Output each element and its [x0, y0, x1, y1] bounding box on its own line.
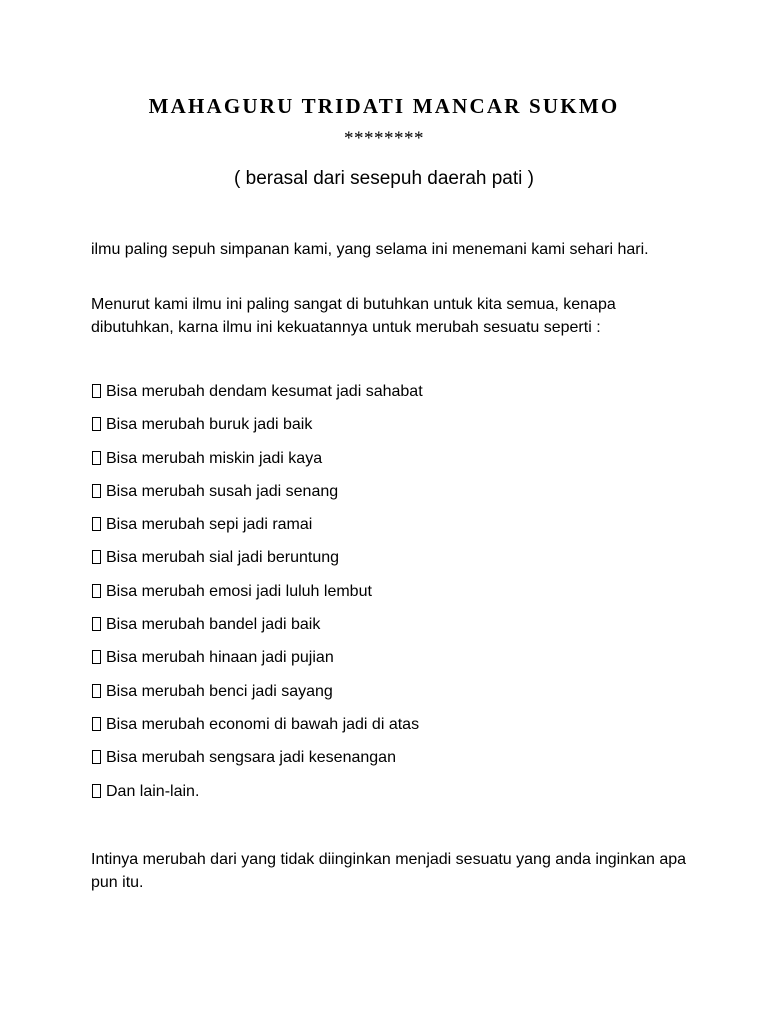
title-stars-separator: ********: [344, 128, 424, 149]
missing-glyph-box-icon: [92, 650, 101, 664]
list-item: [91, 513, 691, 546]
missing-glyph-box-icon: [92, 484, 101, 498]
list-item: [91, 380, 691, 413]
list-item: [91, 580, 691, 613]
list-item-text: Bisa merubah susah jadi senang: [106, 482, 339, 500]
list-item: [91, 680, 691, 713]
intro-paragraph: ilmu paling sepuh simpanan kami, yang selama ini menemani kami sehari hari.: [91, 241, 649, 258]
missing-glyph-box-icon: [92, 384, 101, 398]
list-item: [91, 413, 691, 446]
missing-glyph-box-icon: [92, 617, 101, 631]
list-item: [91, 780, 691, 813]
list-item: [91, 480, 691, 513]
list-item-text: Bisa merubah bandel jadi baik: [106, 616, 321, 634]
list-item-text: Bisa merubah benci jadi sayang: [106, 682, 333, 700]
missing-glyph-box-icon: [92, 517, 101, 531]
document-subtitle: ( berasal dari sesepuh daerah pati ): [234, 168, 534, 189]
purpose-paragraph: Menurut kami ilmu ini paling sangat di butuhkan untuk kita semua, kenapa dibutuhkan, karna ilmu ini kekuatannya untuk merubah sesuatu seperti :: [91, 296, 616, 336]
list-item: [91, 646, 691, 679]
missing-glyph-box-icon: [92, 750, 101, 764]
list-item-text: Bisa merubah buruk jadi baik: [106, 416, 313, 434]
document-title: MAHAGURU TRIDATI MANCAR SUKMO: [148, 94, 620, 118]
missing-glyph-box-icon: [92, 417, 101, 431]
conclusion-paragraph: Intinya merubah dari yang tidak diinginkan menjadi sesuatu yang anda inginkan apa pun itu.: [91, 851, 687, 891]
list-item-text: Bisa merubah miskin jadi kaya: [106, 449, 323, 467]
list-item-text: Bisa merubah sial jadi beruntung: [106, 549, 340, 567]
benefit-list: [91, 380, 691, 813]
missing-glyph-box-icon: [92, 684, 101, 698]
list-item: [91, 546, 691, 579]
list-item: [91, 746, 691, 779]
missing-glyph-box-icon: [92, 451, 101, 465]
missing-glyph-box-icon: [92, 717, 101, 731]
missing-glyph-box-icon: [92, 584, 101, 598]
list-item: [91, 447, 691, 480]
list-item: [91, 713, 691, 746]
list-item-text: Bisa merubah emosi jadi luluh lembut: [106, 582, 372, 600]
list-item-text: Bisa merubah dendam kesumat jadi sahabat: [106, 383, 423, 400]
list-item: [91, 613, 691, 646]
list-item-text: Bisa merubah hinaan jadi pujian: [106, 649, 334, 667]
list-item-text: Bisa merubah sengsara jadi kesenangan: [106, 749, 396, 767]
list-item-text: Dan lain-lain.: [106, 782, 200, 800]
missing-glyph-box-icon: [92, 784, 101, 798]
list-item-text: Bisa merubah sepi jadi ramai: [106, 516, 313, 534]
missing-glyph-box-icon: [92, 550, 101, 564]
list-item-text: Bisa merubah economi di bawah jadi di atas: [106, 715, 420, 733]
